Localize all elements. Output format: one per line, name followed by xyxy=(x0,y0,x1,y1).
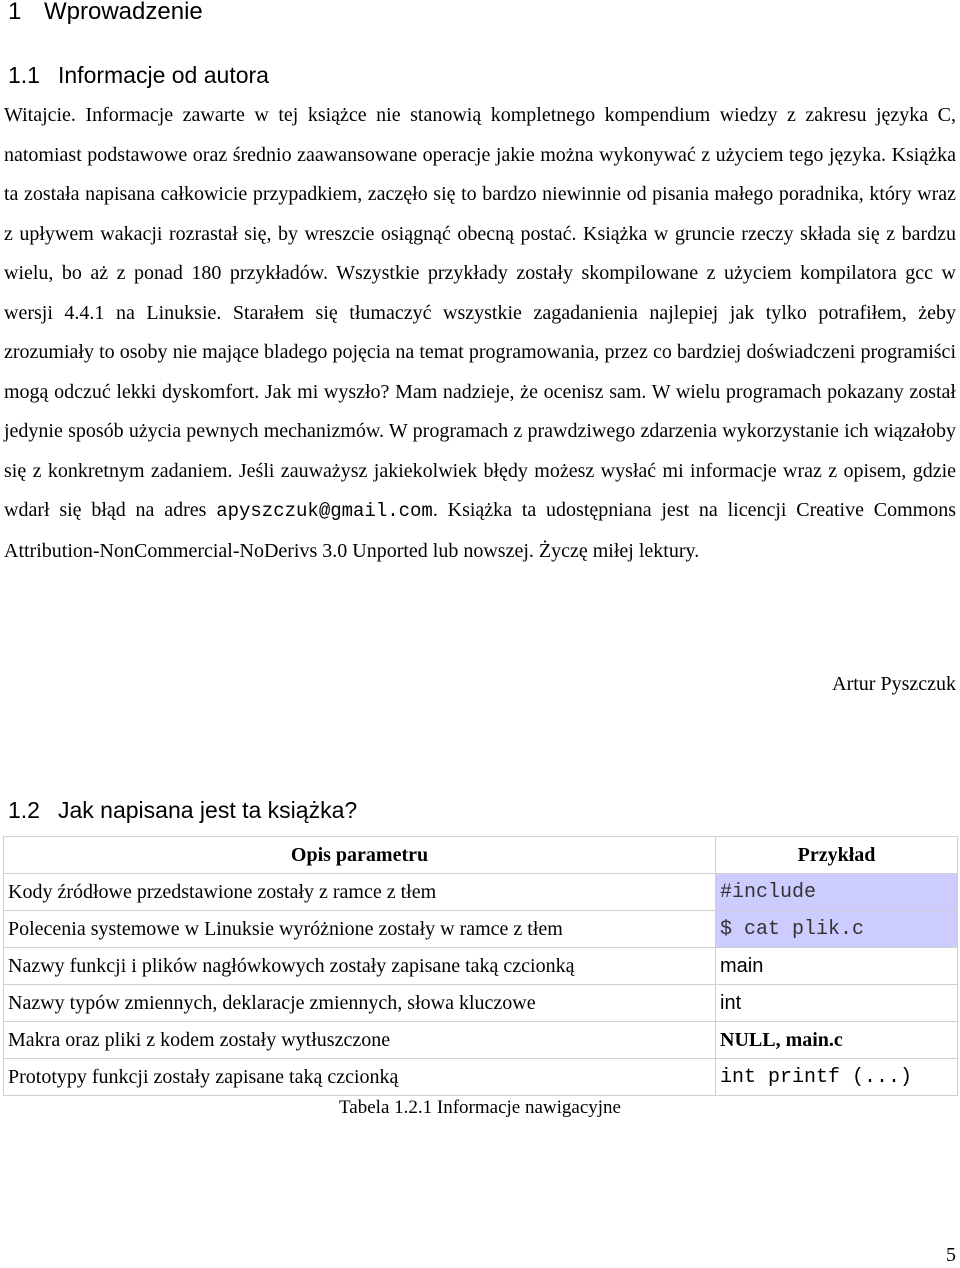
row-example-code: #include xyxy=(716,874,958,911)
row-example-prototype: int printf (...) xyxy=(716,1059,958,1096)
section-heading-structure xyxy=(8,795,357,825)
author-signature: Artur Pyszczuk xyxy=(832,673,956,695)
table-row xyxy=(4,1022,958,1059)
row-description: Kody źródłowe przedstawione zostały z ramce z tłem xyxy=(4,874,716,911)
table-row xyxy=(4,1059,958,1096)
section-number: 1.1 xyxy=(8,62,40,88)
author-email: apyszczuk@gmail.com xyxy=(216,500,433,522)
table-caption: Tabela 1.2.1 Informacje nawigacyjne xyxy=(339,1097,621,1118)
page-number: 5 xyxy=(946,1244,956,1266)
navigation-table xyxy=(3,836,958,1096)
chapter-title: Wprowadzenie xyxy=(44,0,203,25)
section-title: Jak napisana jest ta książka? xyxy=(58,797,358,823)
section-number: 1.2 xyxy=(8,797,40,823)
table-row xyxy=(4,911,958,948)
row-description: Prototypy funkcji zostały zapisane taką czcionką xyxy=(4,1059,716,1096)
section-heading-author xyxy=(8,60,269,90)
chapter-number: 1 xyxy=(8,0,22,25)
row-example-command: $ cat plik.c xyxy=(716,911,958,948)
row-example-macro: NULL, main.c xyxy=(716,1022,958,1059)
header-description: Opis parametru xyxy=(4,837,716,874)
intro-paragraph xyxy=(4,96,956,571)
section-title: Informacje od autora xyxy=(58,62,269,88)
row-description: Makra oraz pliki z kodem zostały wytłuszczone xyxy=(4,1022,716,1059)
table-row xyxy=(4,985,958,1022)
table-row xyxy=(4,874,958,911)
row-description: Polecenia systemowe w Linuksie wyróżnione zostały w ramce z tłem xyxy=(4,911,716,948)
table-row xyxy=(4,948,958,985)
row-description: Nazwy funkcji i plików nagłówkowych zostały zapisane taką czcionką xyxy=(4,948,716,985)
intro-text: Witajcie. Informacje zawarte w tej książce nie stanowią kompletnego kompendium wiedzy z zakresu języka C, natomiast podstawowe oraz średnio zaawansowane operacje jakie można wykonywać z użyciem tego języka. Książka ta została napisana całkowicie przypadkiem, zaczęło się to bardzo niewinnie od pisania małego poradnika, który wraz z upływem wakacji rozrastał się, by wreszcie osiągnąć obecną postać. Książka w gruncie rzeczy składa się z bardzu wielu, bo aż z ponad 180 przykładów. Wszystkie przykłady zostały skompilowane z użyciem kompilatora gcc w wersji 4.4.1 na Linuksie. Starałem się tłumaczyć wszystkie zagadanienia najlepiej jak tylko potrafiłem, żeby zrozumiały to osoby nie mające bladego pojęcia na temat programowania, przez co bardziej doświadczeni programiści mogą odczuć lekki dyskomfort. Jak mi wyszło? Mam nadzieje, że ocenisz sam. W wielu programach pokazany został jedynie sposób użycia pewnych mechanizmów. W programach z prawdziwego zdarzenia wykorzystanie ich wiązałoby się z konkretnym zadaniem. Jeśli zauważysz jakiekolwiek błędy możesz wysłać mi informacje wraz z opisem, gdzie wdarł się błąd na adres xyxy=(4,104,956,521)
row-example-type: int xyxy=(716,985,958,1022)
row-description: Nazwy typów zmiennych, deklaracje zmiennych, słowa kluczowe xyxy=(4,985,716,1022)
row-example-function: main xyxy=(716,948,958,985)
intro-text-end: . Książka ta udostępniana jest na licencji Creative Commons Attribution-NonCommercial-NoDerivs 3.0 Unported lub nowszej. Życzę miłej lektury. xyxy=(4,499,956,562)
table-header-row xyxy=(4,837,958,874)
header-example: Przykład xyxy=(716,837,958,874)
chapter-heading xyxy=(8,0,203,28)
